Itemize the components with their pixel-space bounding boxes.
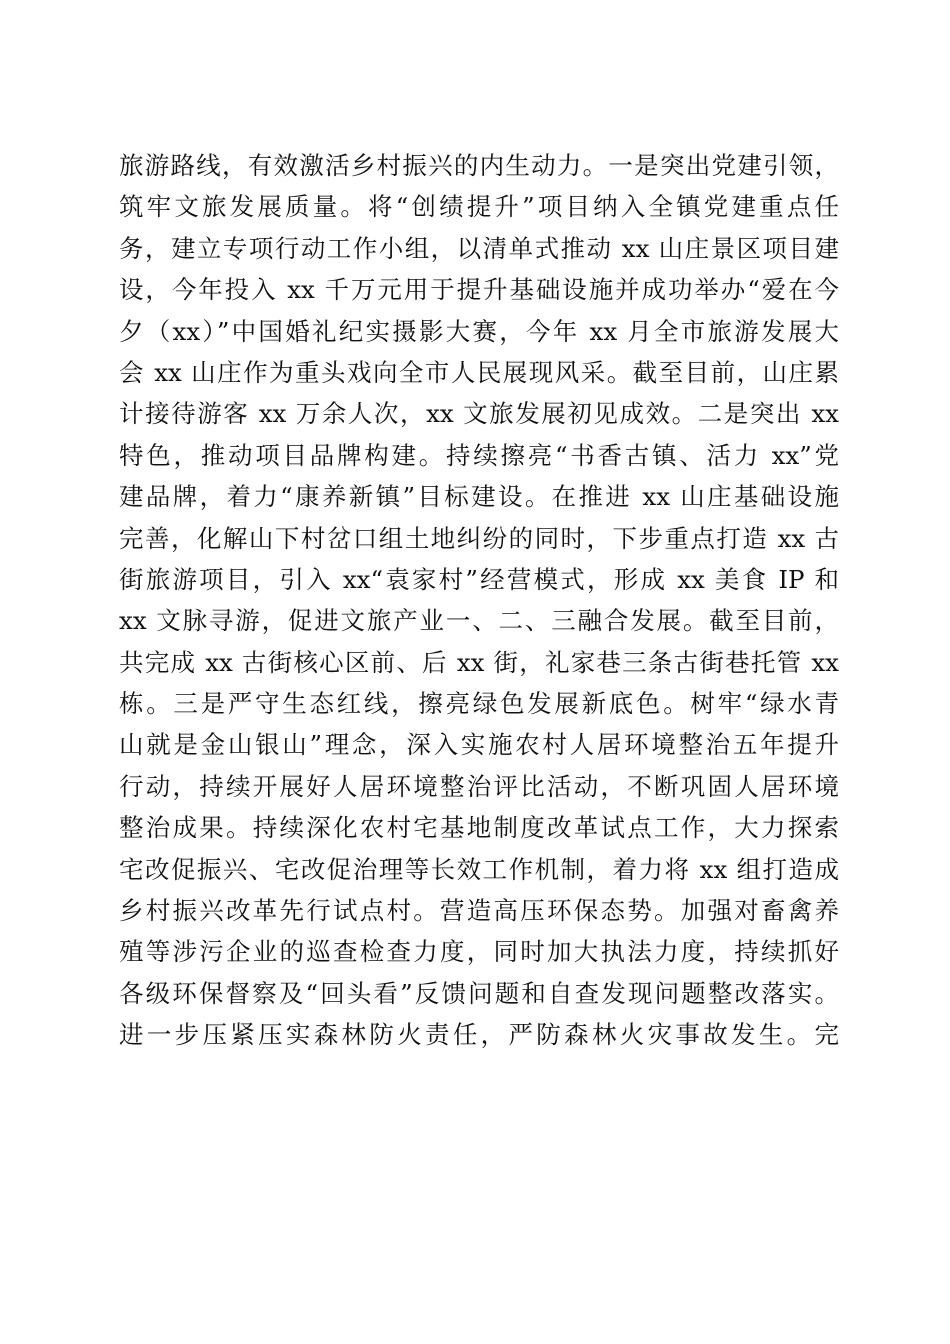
text-line: 筑牢文旅发展质量。将“创绩提升”项目纳入全镇党建重点任 bbox=[119, 192, 839, 222]
text-line: 殖等涉污企业的巡查检查力度，同时加大执法力度，持续抓好 bbox=[119, 937, 839, 967]
text-line: 计接待游客 xx 万余人次，xx 文旅发展初见成效。二是突出 xx bbox=[119, 399, 839, 429]
text-line: 街旅游项目，引入 xx“袁家村”经营模式，形成 xx 美食 IP 和 bbox=[119, 564, 839, 594]
text-line: 共完成 xx 古街核心区前、后 xx 街，礼家巷三条古街巷托管 xx bbox=[119, 647, 839, 677]
text-line: 各级环保督察及“回头看”反馈问题和自查发现问题整改落实。 bbox=[119, 978, 839, 1008]
text-line: 会 xx 山庄作为重头戏向全市人民展现风采。截至目前，山庄累 bbox=[119, 357, 839, 387]
text-line: 特色，推动项目品牌构建。持续擦亮“书香古镇、活力 xx”党 bbox=[119, 440, 839, 470]
text-line: 夕（xx）”中国婚礼纪实摄影大赛，今年 xx 月全市旅游发展大 bbox=[119, 316, 839, 346]
text-line: 山就是金山银山”理念，深入实施农村人居环境整治五年提升 bbox=[119, 730, 839, 760]
text-line: 建品牌，着力“康养新镇”目标建设。在推进 xx 山庄基础设施 bbox=[119, 482, 839, 512]
text-line: xx 文脉寻游，促进文旅产业一、二、三融合发展。截至目前， bbox=[119, 606, 839, 636]
text-line: 行动，持续开展好人居环境整治评比活动，不断巩固人居环境 bbox=[119, 771, 839, 801]
text-line: 进一步压紧压实森林防火责任，严防森林火灾事故发生。完 bbox=[119, 1020, 839, 1050]
text-line: 旅游路线，有效激活乡村振兴的内生动力。一是突出党建引领， bbox=[119, 151, 839, 180]
body-paragraph bbox=[119, 145, 839, 1056]
text-line: 栋。三是严守生态红线，擦亮绿色发展新底色。树牢“绿水青 bbox=[119, 689, 839, 719]
text-line: 整治成果。持续深化农村宅基地制度改革试点工作，大力探索 bbox=[119, 813, 839, 843]
text-line: 宅改促振兴、宅改促治理等长效工作机制，着力将 xx 组打造成 bbox=[119, 854, 839, 884]
text-line: 乡村振兴改革先行试点村。营造高压环保态势。加强对畜禽养 bbox=[119, 896, 839, 926]
text-line: 设，今年投入 xx 千万元用于提升基础设施并成功举办“爱在今 bbox=[119, 275, 839, 305]
text-line: 完善，化解山下村岔口组土地纠纷的同时，下步重点打造 xx 古 bbox=[119, 523, 839, 553]
text-line: 务，建立专项行动工作小组，以清单式推动 xx 山庄景区项目建 bbox=[119, 233, 839, 263]
